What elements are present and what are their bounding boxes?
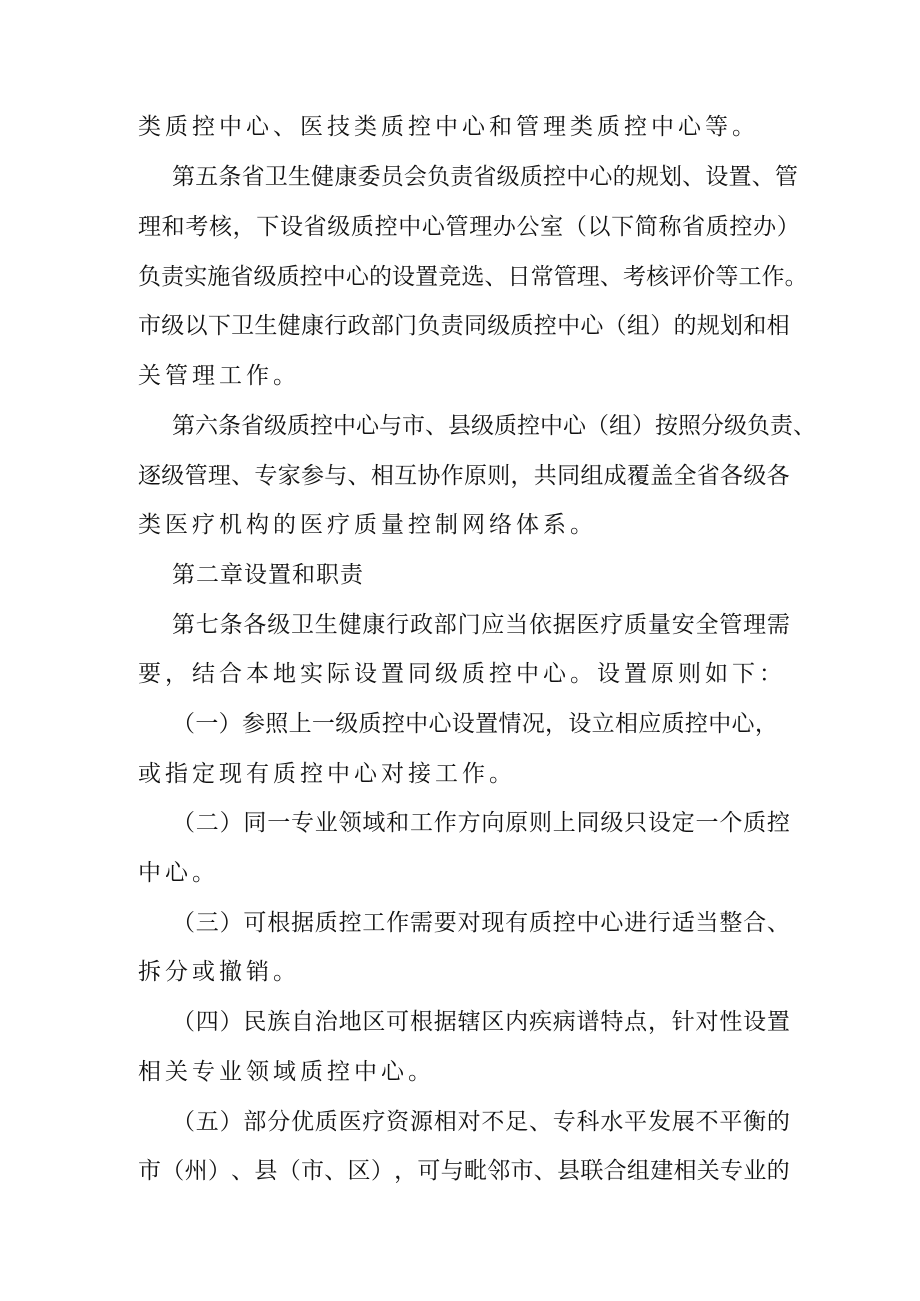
text-line-12: 要，结合本地实际设置同级质控中心。设置原则如下： (138, 661, 786, 687)
text-line-17: （ 三 ） 可 根 据 质 控 工 作 需 要 对 现 有 质 控 中 心 进 行 适 当 整 合 、 (172, 910, 790, 936)
text-line-8: 逐 级 管 理 、 专 家 参 与 、 相 互 协 作 原 则 ， 共 同 组 成 覆 盖 全 省 各 级 各 (138, 463, 790, 489)
text-line-16: 中心。 (138, 860, 219, 886)
text-line-14: 或指定现有质控中心对接工作。 (138, 761, 516, 787)
text-line-15: （ 二 ） 同 一 专 业 领 域 和 工 作 方 向 原 则 上 同 级 只 设 定 一 个 质 控 (172, 810, 790, 836)
text-line-1: 类质控中心、医技类质控中心和管理类质控中心等。 (138, 114, 759, 140)
text-line-13: （ 一 ） 参 照 上 一 级 质 控 中 心 设 置 情 况 ， 设 立 相 应 质 控 中 心 ， (172, 711, 778, 737)
text-line-6: 关管理工作。 (138, 363, 300, 389)
text-line-21: （ 五 ） 部 分 优 质 医 疗 资 源 相 对 不 足 、 专 科 水 平 发 展 不 平 衡 的 (172, 1109, 790, 1135)
text-line-11: 第 七 条 各 级 卫 生 健 康 行 政 部 门 应 当 依 据 医 疗 质 量 安 全 管 理 需 (172, 612, 790, 638)
text-line-20: 相关专业领域质控中心。 (138, 1059, 435, 1085)
chapter-heading: 第二章设置和职责 (172, 562, 364, 588)
text-line-22: 市 （ 州 ） 、 县 （ 市 、 区 ） ， 可 与 毗 邻 市 、 县 联 合 组 建 相 关 专 业 的 (138, 1158, 790, 1184)
text-line-9: 类医疗机构的医疗质量控制网络体系。 (138, 512, 597, 538)
text-line-2: 第 五 条 省 卫 生 健 康 委 员 会 负 责 省 级 质 控 中 心 的 规 划 、 设 置 、 管 (172, 164, 798, 190)
text-line-3: 理 和 考 核 ， 下 设 省 级 质 控 中 心 管 理 办 公 室 （ 以 下 简 称 省 质 控 办 ） (138, 214, 800, 240)
text-line-19: （ 四 ） 民 族 自 治 地 区 可 根 据 辖 区 内 疾 病 谱 特 点 ， 针 对 性 设 置 (172, 1009, 790, 1035)
text-line-4: 负 责 实 施 省 级 质 控 中 心 的 设 置 竞 选 、 日 常 管 理 、 考 核 评 价 等 工 作 。 (138, 264, 808, 290)
text-line-5: 市 级 以 下 卫 生 健 康 行 政 部 门 负 责 同 级 质 控 中 心 （ 组 ） 的 规 划 和 相 (138, 313, 790, 339)
text-line-18: 拆分或撤销。 (138, 959, 300, 985)
text-line-7: 第 六 条 省 级 质 控 中 心 与 市 、 县 级 质 控 中 心 （ 组 ） 按 照 分 级 负 责 、 (172, 413, 816, 439)
